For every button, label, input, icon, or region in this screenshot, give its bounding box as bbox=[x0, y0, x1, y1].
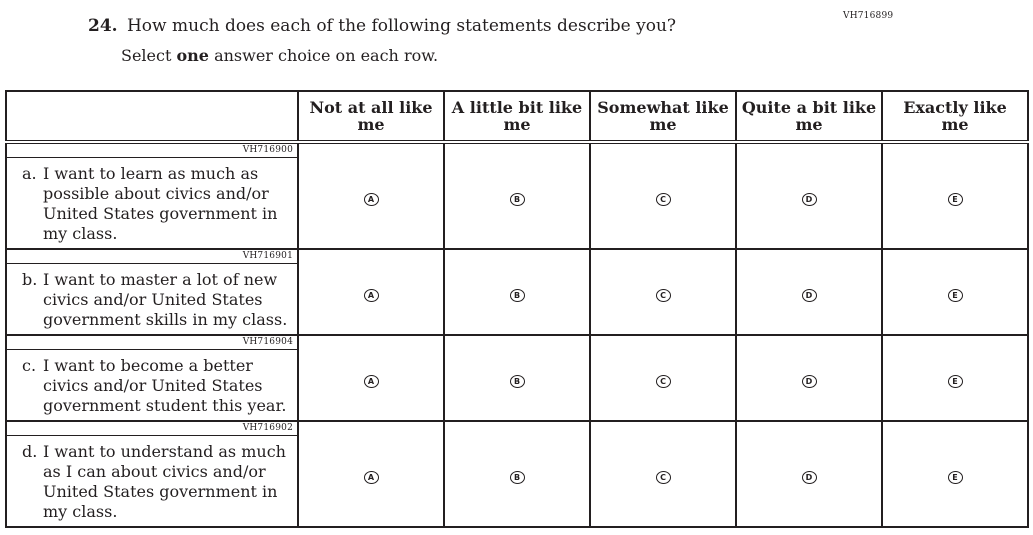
answer-cell bbox=[882, 421, 1028, 527]
answer-bubble-b-option-d[interactable]: D bbox=[802, 289, 817, 302]
instruction-emphasis: one bbox=[176, 46, 209, 65]
answer-cell bbox=[736, 335, 882, 421]
statement-body: I want to understand as much as I can about civics and/or United States government in my class. bbox=[43, 442, 286, 521]
statement-text bbox=[7, 158, 297, 248]
answer-cell bbox=[444, 421, 590, 527]
statement-letter: b. bbox=[22, 270, 38, 289]
answer-cell bbox=[590, 249, 736, 335]
header-row bbox=[6, 91, 1028, 142]
answer-cell bbox=[882, 335, 1028, 421]
question-text: How much does each of the following statements describe you? bbox=[126, 16, 677, 36]
row-id: VH716902 bbox=[7, 422, 297, 436]
answer-cell bbox=[298, 142, 444, 249]
answer-bubble-d-option-c[interactable]: C bbox=[656, 471, 671, 484]
answer-cell bbox=[882, 249, 1028, 335]
answer-cell bbox=[736, 142, 882, 249]
question-header bbox=[88, 16, 676, 36]
statement-letter: d. bbox=[22, 442, 38, 461]
answer-bubble-b-option-e[interactable]: E bbox=[948, 289, 963, 302]
answer-bubble-d-option-d[interactable]: D bbox=[802, 471, 817, 484]
instruction-pre: Select bbox=[121, 46, 177, 65]
column-header-a-little-bit: A little bit like me bbox=[444, 91, 590, 142]
answer-bubble-b-option-b[interactable]: B bbox=[510, 289, 525, 302]
answer-bubble-a-option-e[interactable]: E bbox=[948, 193, 963, 206]
statement-text bbox=[7, 436, 297, 526]
answer-bubble-a-option-d[interactable]: D bbox=[802, 193, 817, 206]
answer-bubble-c-option-d[interactable]: D bbox=[802, 375, 817, 388]
answer-cell bbox=[590, 142, 736, 249]
answer-cell bbox=[590, 421, 736, 527]
statement-cell bbox=[6, 421, 298, 527]
answer-bubble-d-option-b[interactable]: B bbox=[510, 471, 525, 484]
answer-cell bbox=[736, 421, 882, 527]
answer-bubble-b-option-a[interactable]: A bbox=[364, 289, 379, 302]
statement-body: I want to master a lot of new civics and/or United States government skills in my class. bbox=[43, 270, 288, 329]
row-id: VH716901 bbox=[7, 250, 297, 264]
column-header-quite-a-bit: Quite a bit like me bbox=[736, 91, 882, 142]
statement-body: I want to become a better civics and/or United States government student this year. bbox=[43, 356, 287, 415]
answer-bubble-a-option-b[interactable]: B bbox=[510, 193, 525, 206]
answer-cell bbox=[882, 142, 1028, 249]
answer-cell bbox=[444, 335, 590, 421]
statement-row-c bbox=[6, 335, 1028, 421]
statement-row-b bbox=[6, 249, 1028, 335]
answer-bubble-d-option-e[interactable]: E bbox=[948, 471, 963, 484]
statement-letter: c. bbox=[22, 356, 37, 375]
answer-cell bbox=[736, 249, 882, 335]
statement-text bbox=[7, 264, 297, 334]
header-blank-cell bbox=[6, 91, 298, 142]
answer-cell bbox=[444, 249, 590, 335]
answer-bubble-a-option-a[interactable]: A bbox=[364, 193, 379, 206]
statement-row-a bbox=[6, 142, 1028, 249]
statement-cell bbox=[6, 142, 298, 249]
question-instruction bbox=[121, 46, 438, 65]
column-header-exactly: Exactly like me bbox=[882, 91, 1028, 142]
statement-body: I want to learn as much as possible about civics and/or United States government in my class. bbox=[43, 164, 278, 243]
instruction-post: answer choice on each row. bbox=[208, 46, 439, 65]
answer-cell bbox=[590, 335, 736, 421]
answer-bubble-c-option-c[interactable]: C bbox=[656, 375, 671, 388]
answer-cell bbox=[298, 249, 444, 335]
response-grid bbox=[5, 90, 1029, 528]
answer-bubble-c-option-e[interactable]: E bbox=[948, 375, 963, 388]
answer-bubble-a-option-c[interactable]: C bbox=[656, 193, 671, 206]
answer-cell bbox=[444, 142, 590, 249]
answer-bubble-b-option-c[interactable]: C bbox=[656, 289, 671, 302]
statement-row-d bbox=[6, 421, 1028, 527]
statement-cell bbox=[6, 335, 298, 421]
question-id: VH716899 bbox=[843, 11, 894, 21]
row-id: VH716904 bbox=[7, 336, 297, 350]
question-number: 24. bbox=[88, 16, 118, 36]
column-header-somewhat: Somewhat like me bbox=[590, 91, 736, 142]
statement-text bbox=[7, 350, 297, 420]
answer-cell bbox=[298, 335, 444, 421]
statement-letter: a. bbox=[22, 164, 37, 183]
row-id: VH716900 bbox=[7, 144, 297, 158]
answer-cell bbox=[298, 421, 444, 527]
answer-bubble-c-option-b[interactable]: B bbox=[510, 375, 525, 388]
statement-cell bbox=[6, 249, 298, 335]
answer-bubble-d-option-a[interactable]: A bbox=[364, 471, 379, 484]
column-header-not-at-all: Not at all like me bbox=[298, 91, 444, 142]
answer-bubble-c-option-a[interactable]: A bbox=[364, 375, 379, 388]
